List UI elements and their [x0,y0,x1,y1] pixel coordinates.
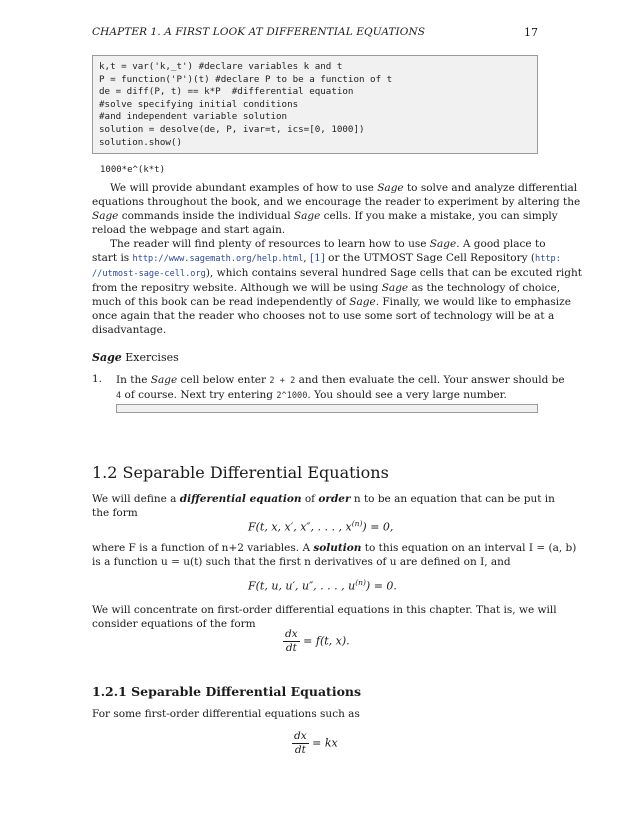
citation-link[interactable]: [1] [309,252,325,264]
equation-first-order: $\frac{dx}{dt}$ = f(t, x). [285,628,350,654]
subsection-paragraph: For some first-order differential equations such as [92,708,360,720]
definition-paragraph: We will define a differential equation of order n to be an equation that can be put in the form [92,493,555,519]
sagemath-help-link[interactable]: http://www.sagemath.org/help.html [132,254,304,264]
code-line: #solve specifying initial conditions [99,98,299,110]
solution-paragraph: where F is a function of n+2 variables. A solution to this equation on an interval I = (a, b) is a function u = u(t) such that the first n derivatives of u are defined on I, and [92,542,577,568]
equation-growth: $\frac{dx}{dt}$ = kx [294,730,338,756]
first-order-paragraph: We will concentrate on first-order differential equations in this chapter. That is, we will consider equations of the form [92,604,557,630]
code-line: solution = desolve(de, P, ivar=t, ics=[0, 1000]) [99,123,365,135]
code-line: k,t = var('k,_t') #declare variables k and t [99,61,343,72]
utmost-link-cont[interactable]: //utmost-sage-cell.org [92,269,206,279]
code-line: solution.show() [99,136,182,148]
code-output: 1000*e^(k*t) [100,165,166,175]
resources-paragraph: The reader will find plenty of resources to learn how to use Sage. A good place to start is http://www.sagemath.org/help.html, [1] or the UTMOST Sage Cell Repository (http: //utmost-sage-cell.org), which contains several hundred Sage cells that can be excuted right from the repositry website. Although we will be using Sage as the technology of choice, much of this book can be read independently of Sage. Finally, we would like to emphasize once again that the reader who chooses not to use some sort of technology will be at a disadvantage. [92,238,582,336]
code-line: #and independent variable solution [99,111,288,123]
sage-code-cell[interactable] [92,55,538,154]
running-header [92,26,538,42]
code-line: P = function('P')(t) #declare P to be a function of t [99,73,393,85]
equation-general-form: F(t, x, x′, x″, . . . , $x^{(n)}) = 0$, [248,519,394,534]
exercise-sage-cell[interactable] [116,404,538,413]
code-line: de = diff(P, t) == k*P #differential equation [99,86,354,98]
section-heading: 1.2 Separable Differential Equations [92,463,389,482]
equation-solution: F(t, u, u′, u″, . . . , $u^{(n)}) = 0$. [248,578,397,593]
exercises-heading: Sage Exercises [92,351,179,364]
exercise-text: In the Sage cell below enter 2 + 2 and then evaluate the cell. Your answer should be 4 of course. Next try entering 2^1000. You should see a very large number. [116,374,565,401]
chapter-title: CHAPTER 1. A FIRST LOOK AT DIFFERENTIAL EQUATIONS [92,26,426,38]
page-number: 17 [524,26,538,39]
intro-paragraph: We will provide abundant examples of how to use Sage to solve and analyze differential equations throughout the book, and we encourage the reader to experiment by altering the Sage commands inside the individual Sage cells. If you make a mistake, you can simply reload the webpage and start again. [92,182,581,236]
subsection-heading: 1.2.1 Separable Differential Equations [92,684,362,699]
utmost-link[interactable]: http: [535,254,561,264]
exercise-number: 1. [92,373,103,385]
